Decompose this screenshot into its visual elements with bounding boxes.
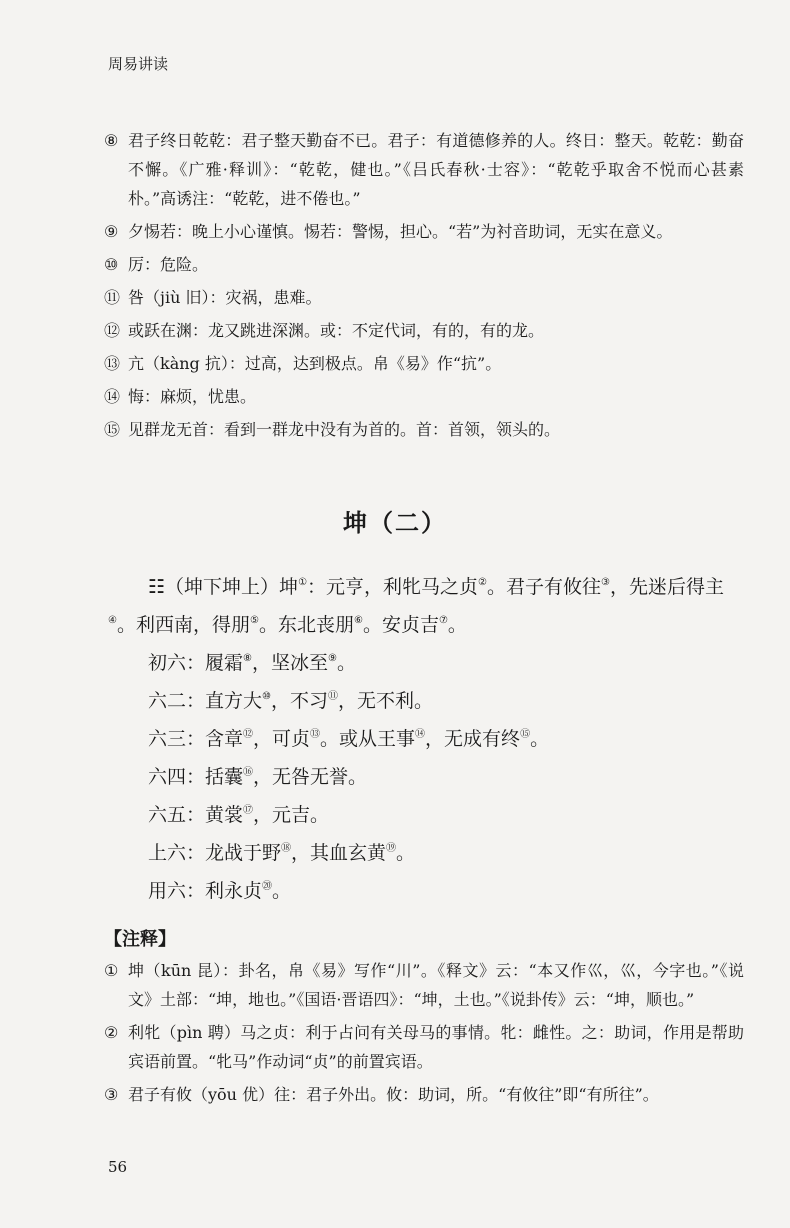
note-item [104,217,744,246]
text-segment: 。东北丧朋 [258,614,354,636]
note-marker: ⑤ [249,615,259,626]
text-segment: 。 [447,614,467,636]
note-marker: ⑭ [415,729,426,740]
note-number: ⑮ [104,420,121,439]
text-segment: 六四：括囊 [148,766,244,788]
note-text: 见群龙无首：看到一群龙中没有为首的。首：首领，领头的。 [128,420,561,439]
text-segment: 用六：利永贞 [148,880,263,902]
note-marker: ② [478,577,488,588]
text-segment: 六二：直方大 [148,690,263,712]
note-marker: ⑳ [262,881,273,892]
note-text: 夕惕若：晚上小心谨慎。惕若：警惕，担心。“若”为衬音助词，无实在意义。 [128,222,673,241]
note-text: 君子终日乾乾：君子整天勤奋不已。君子：有道德修养的人。终日：整天。乾乾：勤奋不懈。《广雅·释训》：“乾乾，健也。”《吕氏春秋·士容》：“乾乾乎取舍不悦而心甚素朴。”高诱注：“乾乾，进不倦也。” [128,131,744,208]
note-text: 咎（jiù 旧）：灾祸，患难。 [128,288,322,307]
text-segment: 。 [272,880,292,902]
note-marker: ⑬ [310,729,321,740]
note-number: ③ [104,1085,119,1104]
line-text [108,872,748,910]
hexagram-judgment [108,568,748,644]
note-number: ⑬ [104,354,121,373]
text-segment: 。君子有攸往 [487,576,602,598]
text-segment: ：元亨，利牝马之贞 [307,576,479,598]
note-text: 利牝（pìn 聘）马之贞：利于占问有关母马的事情。牝：雌性。之：助词，作用是帮助宾语前置。“牝马”作动词“贞”的前置宾语。 [128,1023,744,1071]
note-number: ⑪ [104,288,121,307]
note-marker: ⑥ [353,615,363,626]
line-text [108,720,748,758]
note-marker: ⑲ [386,843,397,854]
note-item [104,250,744,279]
note-number: ① [104,961,119,980]
note-marker: ⑫ [243,729,254,740]
page-number: 56 [108,1158,128,1176]
note-item [104,126,744,213]
section-title: 坤（二） [343,509,447,537]
text-segment: ，坚冰至 [251,652,328,674]
note-number: ⑧ [104,131,119,150]
note-marker: ① [298,577,308,588]
text-segment: 初六：履霜 [148,652,244,674]
note-marker: ⑦ [438,615,448,626]
note-marker: ⑩ [262,691,271,702]
notes-bottom [104,956,744,1113]
note-marker: ⑨ [328,653,337,664]
note-marker: ⑧ [243,653,252,664]
note-marker: ⑯ [243,767,254,778]
line-text [108,796,748,834]
note-text: 悔：麻烦，忧患。 [128,387,257,406]
line-text [108,644,748,682]
notes-heading: 【注释】 [104,929,176,950]
note-item [104,382,744,411]
classic-text [108,568,748,910]
note-item [104,956,744,1014]
text-segment: 六三：含章 [148,728,244,750]
text-segment: ，先迷后得主 [610,576,725,598]
note-marker: ⑰ [243,805,254,816]
text-segment: 。 [336,652,356,674]
note-text: 亢（kàng 抗）：过高，达到极点。帛《易》作“抗”。 [128,354,502,373]
text-segment: ，不习 [270,690,328,712]
text-segment: 。安贞吉 [362,614,439,636]
text-segment: ，其血玄黄 [291,842,387,864]
judgment-segments [108,576,724,636]
notes-top [104,126,744,448]
note-item [104,415,744,444]
note-text: 坤（kūn 昆）：卦名，帛《易》写作“川”。《释文》云：“本又作巛，巛，今字也。”《说文》土部：“坤，地也。”《国语·晋语四》：“坤，土也。”《说卦传》云：“坤，顺也。” [128,961,744,1009]
text-segment: 六五：黄裳 [148,804,244,826]
running-header: 周易讲读 [108,55,169,73]
note-marker: ⑱ [281,843,292,854]
line-text [108,682,748,720]
note-marker: ⑮ [520,729,531,740]
hexagram-symbol: ☷ [148,576,166,598]
line-text [108,758,748,796]
note-number: ② [104,1023,119,1042]
note-item [104,316,744,345]
text-segment: （坤下坤上）坤 [165,576,299,598]
note-item [104,349,744,378]
text-segment: 上六：龙战于野 [148,842,282,864]
note-number: ⑨ [104,222,119,241]
text-segment: ，可贞 [253,728,311,750]
note-text: 或跃在渊：龙又跳进深渊。或：不定代词，有的，有的龙。 [128,321,545,340]
text-segment: ，元吉。 [253,804,330,826]
text-segment: 。 [396,842,416,864]
note-number: ⑩ [104,255,119,274]
text-segment: ，无不利。 [338,690,434,712]
text-segment: ，无咎无誉。 [253,766,368,788]
text-segment: 。利西南，得朋 [116,614,250,636]
note-item [104,1080,744,1109]
note-marker: ④ [108,615,117,626]
text-segment: 。 [530,728,550,750]
note-item [104,1018,744,1076]
note-marker: ③ [601,577,610,588]
note-marker: ⑪ [328,691,338,702]
note-number: ⑫ [104,321,121,340]
line-text [108,834,748,872]
note-text: 君子有攸（yōu 优）往：君子外出。攸：助词，所。“有攸往”即“有所往”。 [128,1085,659,1104]
note-text: 厉：危险。 [128,255,209,274]
text-segment: 。或从王事 [320,728,416,750]
note-number: ⑭ [104,387,121,406]
note-item [104,283,744,312]
text-segment: ，无成有终 [425,728,521,750]
